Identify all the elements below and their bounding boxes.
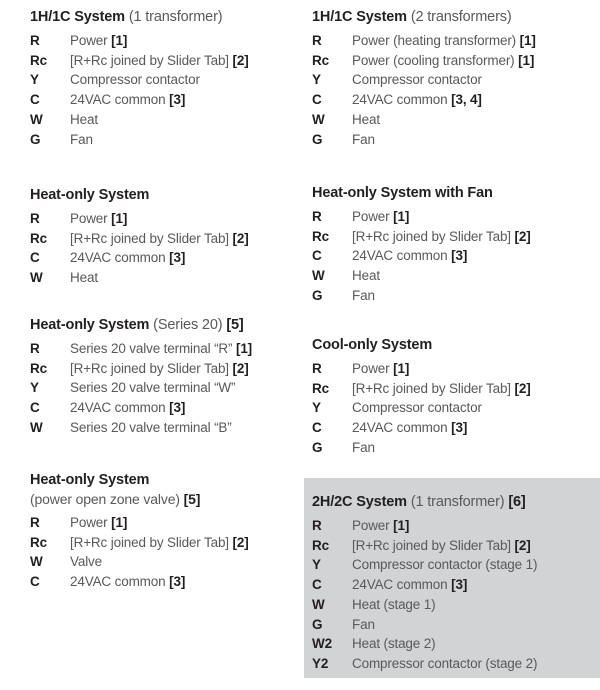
terminal-description-text: [R+Rc joined by Slider Tab] bbox=[70, 52, 229, 68]
terminal-label: R bbox=[312, 209, 322, 224]
terminal-description bbox=[352, 110, 380, 130]
reference-marker: [1] bbox=[518, 52, 535, 68]
terminal-row bbox=[312, 266, 600, 286]
terminal-label: R bbox=[30, 211, 40, 226]
terminal-description bbox=[70, 572, 185, 592]
terminal-description-text: [R+Rc joined by Slider Tab] bbox=[352, 380, 511, 396]
section-title-main: Heat-only System bbox=[30, 317, 150, 333]
reference-marker: [2] bbox=[232, 360, 249, 376]
terminal-row bbox=[312, 90, 600, 110]
terminal-description bbox=[352, 246, 467, 266]
terminal-row bbox=[312, 359, 600, 379]
terminal-description-text: Heat bbox=[352, 268, 380, 284]
section-subtitle-reference: [5] bbox=[183, 491, 201, 507]
terminal-description-text: 24VAC common bbox=[70, 574, 166, 590]
section-title bbox=[312, 493, 590, 512]
terminal-description-text: 24VAC common bbox=[352, 248, 448, 264]
terminal-rows bbox=[312, 516, 590, 674]
terminal-description-text: [R+Rc joined by Slider Tab] bbox=[70, 230, 229, 246]
terminal-rows bbox=[312, 207, 600, 306]
terminal-row bbox=[30, 268, 300, 288]
section-title-main: 1H/1C System bbox=[30, 9, 125, 25]
terminal-label: Rc bbox=[312, 228, 329, 244]
terminal-description-text: 24VAC common bbox=[70, 250, 166, 266]
terminal-description-text: [R+Rc joined by Slider Tab] bbox=[70, 534, 229, 550]
terminal-label: R bbox=[30, 341, 40, 356]
terminal-description bbox=[70, 513, 127, 533]
terminal-description-text: Compressor contactor bbox=[70, 72, 200, 88]
terminal-description bbox=[352, 595, 435, 615]
section-subtitle-text: (power open zone valve) bbox=[30, 491, 180, 507]
column-right bbox=[304, 0, 600, 690]
terminal-description-text: Fan bbox=[352, 131, 375, 147]
reference-marker: [1] bbox=[393, 209, 410, 224]
section-title bbox=[30, 8, 300, 27]
terminal-rows bbox=[30, 31, 300, 149]
terminal-row bbox=[30, 378, 300, 398]
terminal-description-text: Power bbox=[70, 211, 108, 226]
terminal-row bbox=[312, 438, 600, 458]
terminal-description bbox=[70, 268, 98, 288]
section-title bbox=[30, 186, 300, 205]
terminal-label: C bbox=[30, 92, 40, 108]
terminal-description bbox=[70, 418, 232, 438]
terminal-row bbox=[312, 70, 600, 90]
terminal-description-text: Heat bbox=[352, 111, 380, 127]
system-section bbox=[30, 316, 300, 438]
system-section bbox=[30, 8, 300, 149]
terminal-description-text: Series 20 valve terminal “B” bbox=[70, 419, 232, 435]
terminal-label: Rc bbox=[30, 52, 47, 68]
terminal-description bbox=[70, 31, 127, 51]
terminal-row bbox=[312, 286, 600, 306]
reference-marker: [3] bbox=[169, 92, 186, 108]
terminal-label: R bbox=[312, 361, 322, 376]
terminal-description bbox=[352, 536, 531, 556]
terminal-description-text: Fan bbox=[352, 439, 375, 455]
reference-marker: [2] bbox=[514, 537, 531, 553]
terminal-row bbox=[30, 513, 300, 533]
section-title-reference: [6] bbox=[508, 494, 526, 510]
terminal-description-text: Power bbox=[352, 209, 390, 224]
section-title bbox=[30, 316, 300, 335]
terminal-description bbox=[352, 438, 375, 458]
terminal-description bbox=[70, 110, 98, 130]
reference-marker: [1] bbox=[393, 361, 410, 376]
terminal-row bbox=[312, 575, 590, 595]
terminal-description bbox=[70, 70, 200, 90]
terminal-description-text: Power (cooling transformer) bbox=[352, 52, 515, 68]
terminal-row bbox=[30, 572, 300, 592]
terminal-description-text: Fan bbox=[352, 287, 375, 303]
terminal-label: G bbox=[30, 131, 41, 147]
terminal-row bbox=[30, 51, 300, 71]
terminal-row bbox=[312, 555, 590, 575]
terminal-description bbox=[352, 575, 467, 595]
terminal-description-text: [R+Rc joined by Slider Tab] bbox=[352, 228, 511, 244]
terminal-label: G bbox=[312, 287, 323, 303]
section-subtitle bbox=[30, 490, 300, 509]
terminal-row bbox=[312, 418, 600, 438]
reference-marker: [2] bbox=[232, 52, 249, 68]
terminal-description bbox=[70, 229, 249, 249]
terminal-description-text: Power bbox=[352, 361, 390, 376]
section-title-note: (2 transformers) bbox=[410, 9, 512, 25]
terminal-description bbox=[352, 516, 409, 536]
terminal-label: W bbox=[30, 111, 43, 127]
terminal-description-text: 24VAC common bbox=[70, 400, 166, 416]
terminal-row bbox=[312, 516, 590, 536]
terminal-rows bbox=[30, 339, 300, 438]
terminal-description bbox=[352, 418, 467, 438]
reference-marker: [3] bbox=[169, 250, 186, 266]
terminal-description-text: Fan bbox=[352, 616, 375, 632]
terminal-description-text: [R+Rc joined by Slider Tab] bbox=[70, 360, 229, 376]
terminal-row bbox=[30, 31, 300, 51]
section-title-reference: [5] bbox=[226, 317, 244, 333]
terminal-row bbox=[312, 130, 600, 150]
terminal-label: C bbox=[30, 574, 40, 590]
terminal-label: Y bbox=[30, 380, 39, 396]
terminal-description bbox=[352, 615, 375, 635]
terminal-row bbox=[312, 634, 590, 654]
reference-marker: [2] bbox=[514, 380, 531, 396]
section-title-main: 2H/2C System bbox=[312, 494, 407, 510]
terminal-rows bbox=[312, 359, 600, 458]
terminal-label: W2 bbox=[312, 636, 332, 652]
terminal-label: C bbox=[30, 400, 40, 416]
terminal-description-text: Power bbox=[352, 518, 390, 533]
terminal-description-text: Compressor contactor (stage 2) bbox=[352, 655, 538, 671]
terminal-description bbox=[352, 286, 375, 306]
terminal-description-text: 24VAC common bbox=[352, 420, 448, 436]
system-section bbox=[30, 186, 300, 288]
terminal-row bbox=[30, 130, 300, 150]
terminal-description bbox=[70, 130, 93, 150]
terminal-row bbox=[30, 552, 300, 572]
terminal-label: R bbox=[30, 515, 40, 530]
terminal-row bbox=[312, 595, 590, 615]
section-title-main: Heat-only System with Fan bbox=[312, 185, 493, 201]
terminal-label: Rc bbox=[30, 230, 47, 246]
terminal-row bbox=[30, 339, 300, 359]
terminal-description-text: Heat bbox=[70, 270, 98, 286]
terminal-description-text: Heat (stage 2) bbox=[352, 636, 436, 652]
terminal-description bbox=[70, 398, 185, 418]
reference-marker: [3] bbox=[451, 420, 468, 436]
system-section bbox=[30, 471, 300, 592]
reference-marker: [1] bbox=[111, 211, 128, 226]
terminal-row bbox=[312, 31, 600, 51]
terminal-label: Rc bbox=[30, 534, 47, 550]
terminal-label: W bbox=[30, 419, 43, 435]
reference-marker: [3] bbox=[169, 574, 186, 590]
section-title-note: (1 transformer) bbox=[128, 9, 223, 25]
terminal-description bbox=[70, 378, 235, 398]
section-title-note: (1 transformer) bbox=[410, 494, 505, 510]
terminal-row bbox=[30, 418, 300, 438]
terminal-description bbox=[352, 634, 435, 654]
section-title bbox=[30, 471, 300, 490]
terminal-row bbox=[30, 90, 300, 110]
reference-marker: [2] bbox=[232, 230, 249, 246]
terminal-label: R bbox=[30, 33, 40, 48]
terminal-label: Rc bbox=[312, 52, 329, 68]
terminal-row bbox=[30, 398, 300, 418]
terminal-row bbox=[312, 654, 590, 674]
terminal-description-text: Fan bbox=[70, 131, 93, 147]
terminal-row bbox=[30, 209, 300, 229]
terminal-description-text: 24VAC common bbox=[70, 92, 166, 108]
terminal-label: C bbox=[312, 577, 322, 593]
reference-marker: [1] bbox=[235, 341, 253, 356]
terminal-description bbox=[352, 70, 482, 90]
terminal-row bbox=[30, 229, 300, 249]
reference-marker: [1] bbox=[519, 33, 536, 48]
terminal-description bbox=[352, 31, 536, 51]
terminal-label: Y2 bbox=[312, 655, 329, 671]
terminal-description bbox=[352, 398, 482, 418]
terminal-row bbox=[312, 398, 600, 418]
terminal-label: G bbox=[312, 439, 323, 455]
terminal-label: W bbox=[312, 268, 325, 284]
terminal-description-text: Heat bbox=[70, 111, 98, 127]
terminal-label: W bbox=[30, 554, 43, 570]
system-section-highlighted bbox=[304, 478, 600, 678]
terminal-description bbox=[352, 227, 531, 247]
terminal-label: R bbox=[312, 518, 322, 533]
section-title-main: Heat-only System bbox=[30, 472, 150, 488]
reference-marker: [3, 4] bbox=[451, 92, 482, 108]
terminal-label: Y bbox=[312, 400, 321, 416]
system-section bbox=[304, 184, 600, 306]
terminal-label: Y bbox=[30, 72, 39, 88]
terminal-label: W bbox=[312, 596, 325, 612]
terminal-description-text: Valve bbox=[70, 554, 103, 570]
terminal-description bbox=[352, 207, 409, 227]
terminal-rows bbox=[312, 31, 600, 149]
terminal-label: W bbox=[30, 270, 43, 286]
terminal-description bbox=[70, 90, 185, 110]
terminal-label: Rc bbox=[312, 537, 329, 553]
terminal-row bbox=[312, 207, 600, 227]
terminal-description-text: 24VAC common bbox=[352, 92, 448, 108]
terminal-row bbox=[30, 533, 300, 553]
terminal-row bbox=[30, 359, 300, 379]
terminal-description bbox=[70, 533, 249, 553]
terminal-row bbox=[312, 51, 600, 71]
section-title-main: 1H/1C System bbox=[312, 9, 407, 25]
terminal-label: C bbox=[30, 250, 40, 266]
system-section bbox=[304, 8, 600, 149]
terminal-description bbox=[352, 359, 409, 379]
terminal-description-text: 24VAC common bbox=[352, 577, 448, 593]
terminal-description-text: Compressor contactor bbox=[352, 72, 482, 88]
terminal-row bbox=[30, 110, 300, 130]
section-title-main: Heat-only System bbox=[30, 187, 150, 203]
terminal-description-text: Power (heating transformer) bbox=[352, 33, 517, 48]
terminal-description bbox=[352, 130, 375, 150]
column-left bbox=[30, 0, 300, 690]
terminal-row bbox=[312, 615, 590, 635]
terminal-description bbox=[70, 339, 252, 359]
terminal-label: G bbox=[312, 616, 323, 632]
section-title bbox=[312, 184, 600, 203]
terminal-row bbox=[312, 110, 600, 130]
reference-marker: [3] bbox=[451, 248, 468, 264]
section-title bbox=[312, 8, 600, 27]
reference-marker: [1] bbox=[111, 33, 128, 48]
section-title bbox=[312, 336, 600, 355]
terminal-row bbox=[30, 70, 300, 90]
terminal-label: Y bbox=[312, 72, 321, 88]
section-title-note: (Series 20) bbox=[153, 317, 223, 333]
terminal-description-text: Power bbox=[70, 515, 108, 530]
terminal-description bbox=[352, 555, 537, 575]
terminal-description bbox=[70, 248, 185, 268]
terminal-description bbox=[352, 654, 537, 674]
reference-marker: [2] bbox=[232, 534, 249, 550]
terminal-description-text: Heat (stage 1) bbox=[352, 596, 436, 612]
terminal-rows bbox=[30, 513, 300, 592]
reference-marker: [3] bbox=[169, 400, 186, 416]
terminal-description-text: Power bbox=[70, 33, 108, 48]
reference-marker: [3] bbox=[451, 577, 468, 593]
terminal-label: G bbox=[312, 131, 323, 147]
terminal-rows bbox=[30, 209, 300, 288]
section-title-main: Cool-only System bbox=[312, 337, 433, 353]
terminal-description bbox=[352, 51, 534, 71]
reference-marker: [1] bbox=[393, 518, 410, 533]
terminal-description bbox=[352, 90, 482, 110]
terminal-label: C bbox=[312, 420, 322, 436]
terminal-label: Rc bbox=[312, 380, 329, 396]
reference-marker: [1] bbox=[111, 515, 128, 530]
terminal-label: Y bbox=[312, 557, 321, 573]
terminal-description bbox=[70, 209, 127, 229]
terminal-description-text: Series 20 valve terminal “W” bbox=[70, 380, 236, 396]
terminal-label: R bbox=[312, 33, 322, 48]
terminal-description bbox=[352, 379, 531, 399]
terminal-row bbox=[312, 227, 600, 247]
terminal-label: Rc bbox=[30, 360, 47, 376]
terminal-row bbox=[312, 536, 590, 556]
terminal-description bbox=[70, 51, 249, 71]
terminal-description-text: Series 20 valve terminal “R” bbox=[70, 341, 233, 356]
terminal-label: C bbox=[312, 248, 322, 264]
terminal-description-text: Compressor contactor bbox=[352, 400, 482, 416]
terminal-description bbox=[70, 552, 102, 572]
terminal-row bbox=[30, 248, 300, 268]
terminal-description-text: [R+Rc joined by Slider Tab] bbox=[352, 537, 511, 553]
terminal-description bbox=[70, 359, 249, 379]
terminal-description-text: Compressor contactor (stage 1) bbox=[352, 557, 538, 573]
terminal-label: C bbox=[312, 92, 322, 108]
reference-marker: [2] bbox=[514, 228, 531, 244]
terminal-row bbox=[312, 246, 600, 266]
terminal-label: W bbox=[312, 111, 325, 127]
terminal-description bbox=[352, 266, 380, 286]
terminal-row bbox=[312, 379, 600, 399]
system-section bbox=[304, 336, 600, 458]
